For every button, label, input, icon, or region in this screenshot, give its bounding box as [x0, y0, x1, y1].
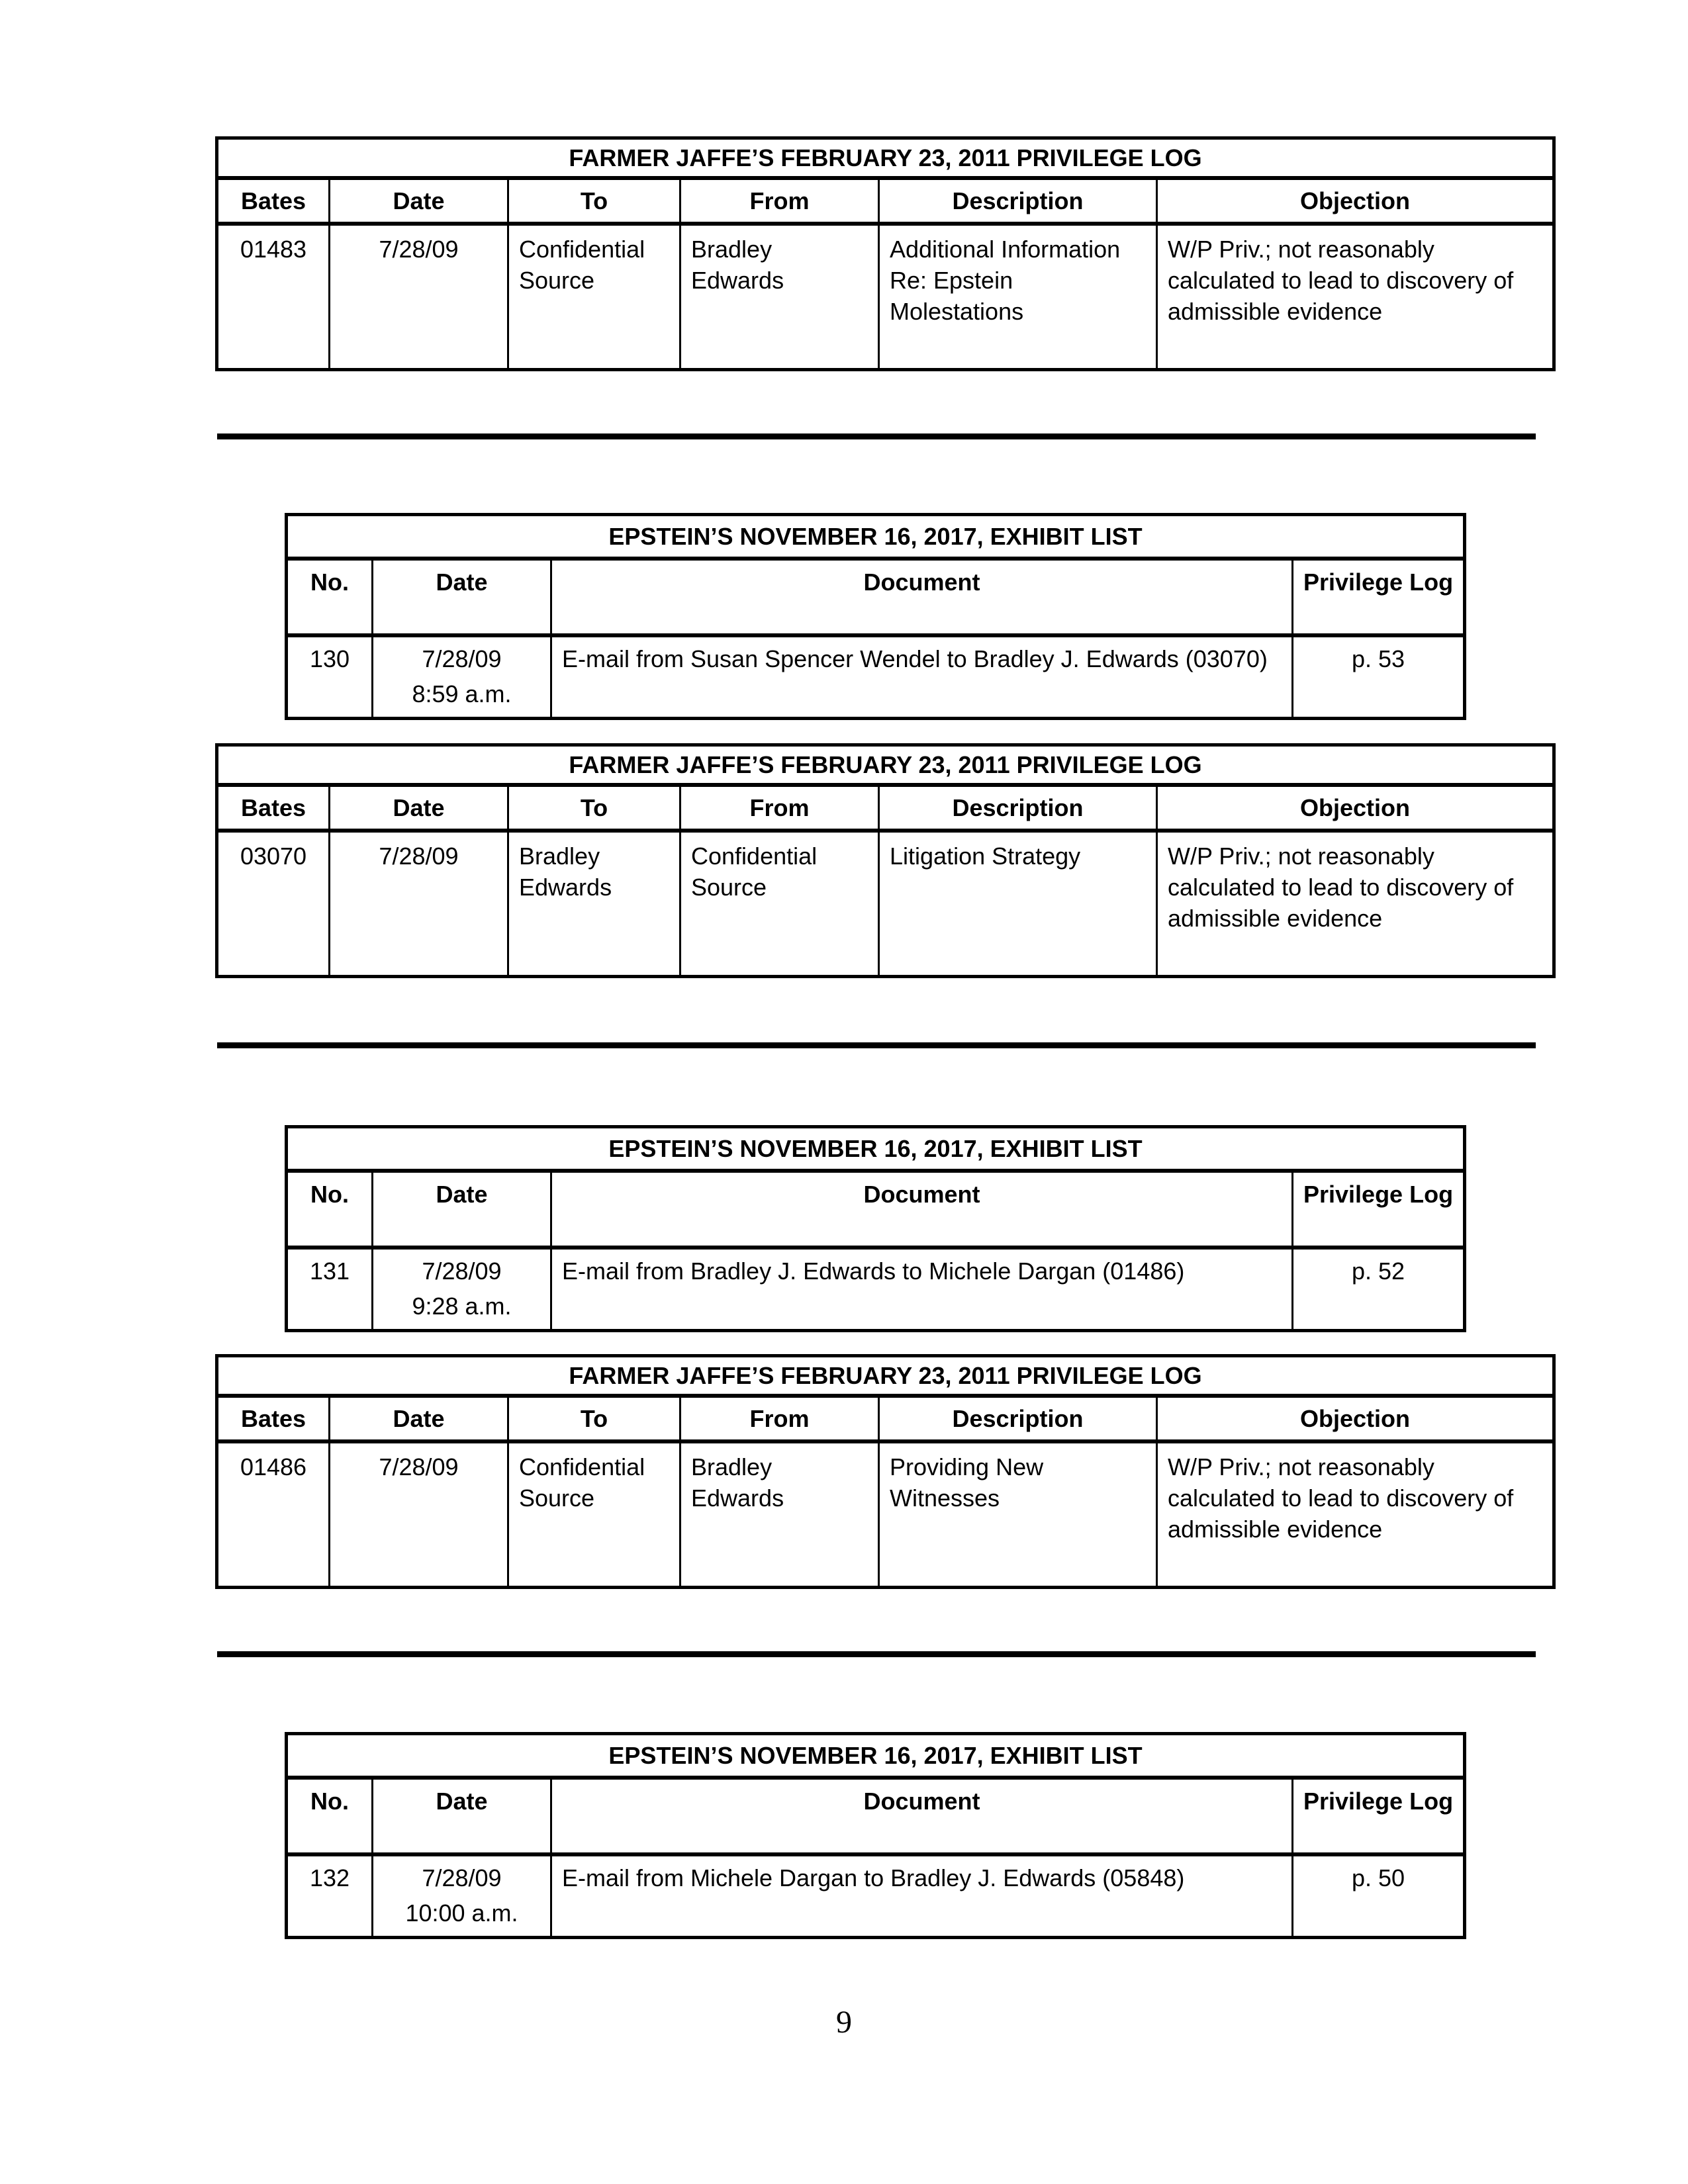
privilege-log-table-2 — [215, 743, 1556, 978]
cell-time-line: 9:28 a.m. — [412, 1293, 512, 1320]
column-header-bates: Bates — [217, 1396, 330, 1441]
column-header-date: Date — [373, 559, 551, 635]
cell-description: Litigation Strategy — [879, 831, 1157, 976]
cell-privilege-log: p. 53 — [1293, 635, 1465, 719]
table-row — [287, 1248, 1465, 1331]
cell-bates: 03070 — [217, 831, 330, 976]
exhibit-list-table-2 — [285, 1125, 1466, 1332]
cell-document: E-mail from Bradley J. Edwards to Michele Dargan (01486) — [551, 1248, 1293, 1331]
cell-document: E-mail from Susan Spencer Wendel to Bradley J. Edwards (03070) — [551, 635, 1293, 719]
cell-date — [373, 635, 551, 719]
column-header-privilege-log: Privilege Log — [1293, 559, 1465, 635]
table-title: FARMER JAFFE’S FEBRUARY 23, 2011 PRIVILEGE LOG — [217, 745, 1554, 786]
cell-date — [373, 1854, 551, 1938]
column-header-objection: Objection — [1157, 1396, 1554, 1441]
cell-date-line: 7/28/09 — [422, 1257, 502, 1285]
column-header-description: Description — [879, 178, 1157, 224]
cell-time-line: 8:59 a.m. — [412, 680, 512, 707]
column-header-objection: Objection — [1157, 178, 1554, 224]
cell-exhibit-no: 132 — [287, 1854, 373, 1938]
cell-objection: W/P Priv.; not reasonably calculated to lead to discovery of admissible evidence — [1157, 1441, 1554, 1587]
cell-date-line: 7/28/09 — [422, 645, 502, 672]
cell-from: Bradley Edwards — [680, 1441, 879, 1587]
cell-date: 7/28/09 — [330, 831, 508, 976]
column-header-bates: Bates — [217, 178, 330, 224]
privilege-log-table-1 — [215, 136, 1556, 371]
column-header-date: Date — [330, 785, 508, 831]
column-header-date: Date — [373, 1171, 551, 1248]
cell-objection: W/P Priv.; not reasonably calculated to lead to discovery of admissible evidence — [1157, 224, 1554, 369]
cell-date: 7/28/09 — [330, 224, 508, 369]
column-header-document: Document — [551, 1171, 1293, 1248]
column-header-privilege-log: Privilege Log — [1293, 1778, 1465, 1854]
privilege-log-table-3 — [215, 1354, 1556, 1589]
exhibit-list-table-1 — [285, 513, 1466, 720]
cell-time-line: 10:00 a.m. — [405, 1899, 518, 1927]
column-header-date: Date — [330, 1396, 508, 1441]
column-header-to: To — [508, 785, 680, 831]
cell-bates: 01483 — [217, 224, 330, 369]
cell-document: E-mail from Michele Dargan to Bradley J. Edwards (05848) — [551, 1854, 1293, 1938]
column-header-bates: Bates — [217, 785, 330, 831]
cell-privilege-log: p. 52 — [1293, 1248, 1465, 1331]
table-title: EPSTEIN’S NOVEMBER 16, 2017, EXHIBIT LIST — [287, 1127, 1465, 1171]
table-title: EPSTEIN’S NOVEMBER 16, 2017, EXHIBIT LIST — [287, 1734, 1465, 1778]
cell-from: Bradley Edwards — [680, 224, 879, 369]
cell-exhibit-no: 131 — [287, 1248, 373, 1331]
cell-description: Additional Information Re: Epstein Molestations — [879, 224, 1157, 369]
section-divider-1 — [217, 433, 1536, 439]
section-divider-2 — [217, 1042, 1536, 1048]
column-header-description: Description — [879, 1396, 1157, 1441]
table-title: FARMER JAFFE’S FEBRUARY 23, 2011 PRIVILEGE LOG — [217, 138, 1554, 179]
column-header-from: From — [680, 785, 879, 831]
cell-bates: 01486 — [217, 1441, 330, 1587]
table-row — [217, 831, 1554, 976]
cell-to: Bradley Edwards — [508, 831, 680, 976]
cell-to: Confidential Source — [508, 1441, 680, 1587]
exhibit-list-table-3 — [285, 1732, 1466, 1939]
column-header-to: To — [508, 1396, 680, 1441]
cell-description: Providing New Witnesses — [879, 1441, 1157, 1587]
cell-privilege-log: p. 50 — [1293, 1854, 1465, 1938]
column-header-from: From — [680, 1396, 879, 1441]
cell-date-line: 7/28/09 — [422, 1864, 502, 1891]
column-header-from: From — [680, 178, 879, 224]
column-header-no: No. — [287, 559, 373, 635]
cell-exhibit-no: 130 — [287, 635, 373, 719]
column-header-to: To — [508, 178, 680, 224]
column-header-date: Date — [330, 178, 508, 224]
cell-to: Confidential Source — [508, 224, 680, 369]
cell-date — [373, 1248, 551, 1331]
column-header-privilege-log: Privilege Log — [1293, 1171, 1465, 1248]
column-header-document: Document — [551, 1778, 1293, 1854]
column-header-description: Description — [879, 785, 1157, 831]
table-title: FARMER JAFFE’S FEBRUARY 23, 2011 PRIVILEGE LOG — [217, 1356, 1554, 1396]
page-number: 9 — [836, 2005, 852, 2040]
cell-from: Confidential Source — [680, 831, 879, 976]
table-row — [217, 224, 1554, 369]
table-row — [287, 1854, 1465, 1938]
column-header-date: Date — [373, 1778, 551, 1854]
column-header-no: No. — [287, 1778, 373, 1854]
section-divider-3 — [217, 1651, 1536, 1657]
column-header-no: No. — [287, 1171, 373, 1248]
column-header-objection: Objection — [1157, 785, 1554, 831]
table-row — [287, 635, 1465, 719]
cell-objection: W/P Priv.; not reasonably calculated to lead to discovery of admissible evidence — [1157, 831, 1554, 976]
table-title: EPSTEIN’S NOVEMBER 16, 2017, EXHIBIT LIST — [287, 515, 1465, 559]
column-header-document: Document — [551, 559, 1293, 635]
table-row — [217, 1441, 1554, 1587]
cell-date: 7/28/09 — [330, 1441, 508, 1587]
